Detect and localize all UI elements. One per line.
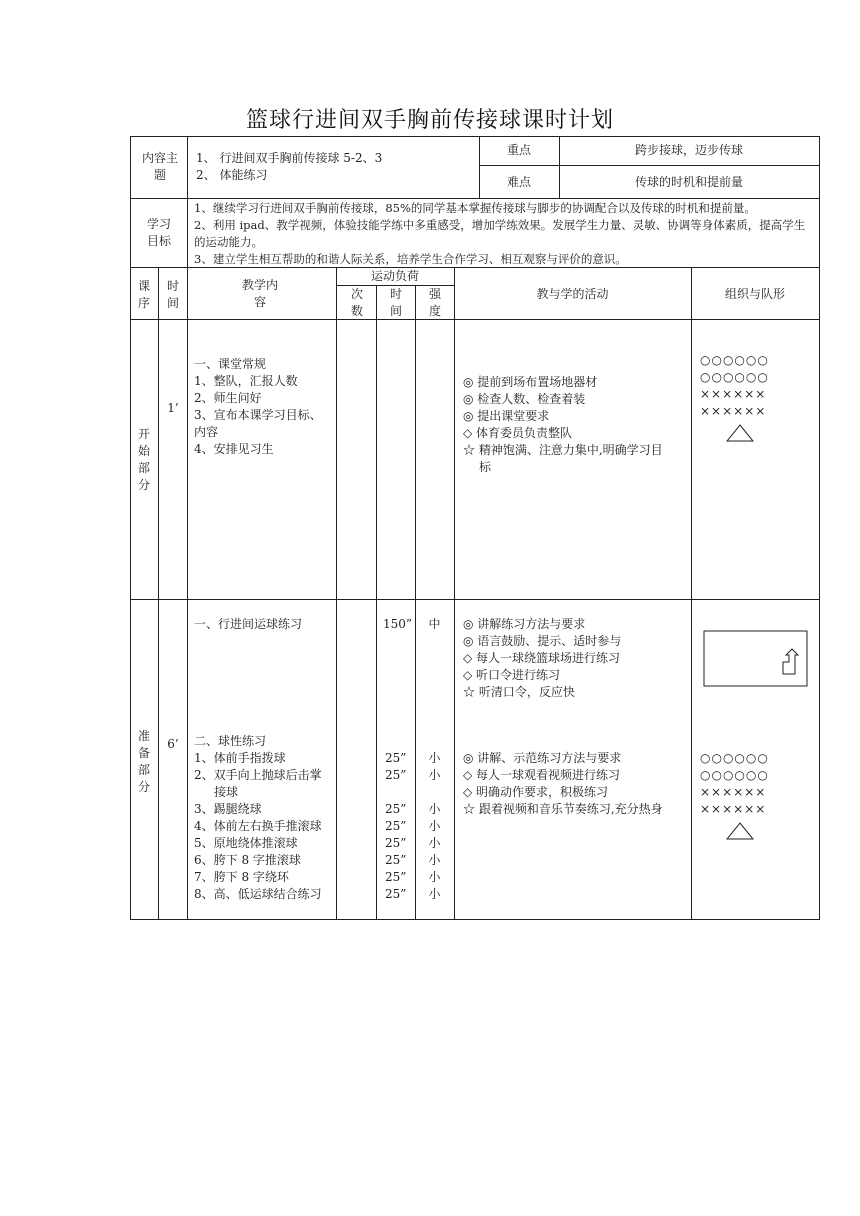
- header-activities: 教与学的活动: [536, 287, 609, 301]
- duration-cell: 25”: [385, 751, 407, 765]
- route-arrow-icon: [783, 649, 798, 674]
- formation-row: ○○○○○○: [700, 768, 769, 782]
- section-name: 开始部分: [137, 427, 150, 492]
- duration-cell: 25”: [385, 819, 407, 833]
- intensity-cell: 小: [428, 768, 441, 782]
- activity-line: 标: [479, 460, 492, 474]
- key-point-label: 重点: [506, 143, 531, 157]
- header-duration: 时间: [389, 287, 402, 318]
- activity-line: ◇ 听口令进行练习: [463, 668, 561, 682]
- lesson-plan-table: [130, 136, 820, 920]
- activity-line: ☆ 听清口令，反应快: [463, 685, 575, 699]
- teacher-triangle-icon: [726, 424, 754, 442]
- content-line: 内容: [194, 425, 219, 439]
- content-item: 1、 行进间双手胸前传接球 5-2、3: [196, 151, 383, 165]
- duration-cell: 25”: [385, 836, 407, 850]
- formation-row: ××××××: [700, 404, 767, 418]
- content-line: 1、体前手指拨球: [194, 751, 286, 765]
- activity-line: ☆ 精神饱满、注意力集中,明确学习目: [463, 443, 663, 457]
- duration-cell: 25”: [385, 870, 407, 884]
- intensity-cell: 小: [428, 853, 441, 867]
- content-line: 6、胯下 8 字推滚球: [194, 853, 301, 867]
- goals-label: 学习目标: [146, 217, 171, 248]
- activity-line: ☆ 跟着视频和音乐节奏练习,充分热身: [463, 802, 663, 816]
- header-formation: 组织与队形: [724, 287, 785, 301]
- activity-line: ◇ 明确动作要求，积极练习: [463, 785, 609, 799]
- content-line: 3、踢腿绕球: [194, 802, 262, 816]
- content-line: 2、双手向上抛球后击掌: [194, 768, 322, 782]
- duration-cell: 25”: [385, 802, 407, 816]
- header-content: 教学内容: [241, 278, 278, 309]
- content-line: 一、课堂常规: [194, 357, 267, 371]
- header-times: 次数: [350, 287, 363, 318]
- formation-row: ××××××: [700, 785, 767, 799]
- intensity-cell: 小: [428, 819, 441, 833]
- intensity-cell: 中: [428, 617, 441, 631]
- activity-line: ◇ 体育委员负责整队: [463, 426, 573, 440]
- content-line: 3、宣布本课学习目标、: [194, 408, 322, 422]
- activity-line: ◎ 语言鼓励、提示、适时参与: [463, 634, 622, 648]
- activity-line: ◇ 每人一球观看视频进行练习: [463, 768, 621, 782]
- content-line: 5、原地绕体推滚球: [194, 836, 298, 850]
- header-load: 运动负荷: [370, 269, 419, 283]
- teacher-triangle-icon: [726, 822, 754, 840]
- content-line: 4、安排见习生: [194, 442, 274, 456]
- intensity-cell: 小: [428, 802, 441, 816]
- activity-line: ◎ 讲解练习方法与要求: [463, 617, 586, 631]
- content-line: 4、体前左右换手推滚球: [194, 819, 322, 833]
- goal-item: 2、利用 ipad、教学视频，体验技能学练中多重感受，增加学练效果。发展学生力量、灵敏、协调等身体素质，提高学生的运动能力。: [194, 218, 806, 249]
- content-item: 2、 体能练习: [196, 168, 268, 182]
- content-line: 接球: [214, 785, 239, 799]
- content-line: 8、高、低运球结合练习: [194, 887, 322, 901]
- intensity-cell: 小: [428, 870, 441, 884]
- section-time: 1’: [167, 401, 179, 415]
- content-label: 内容主题: [141, 151, 178, 182]
- key-point-text: 跨步接球，迈步传球: [634, 143, 743, 157]
- activity-line: ◎ 提前到场布置场地器材: [463, 375, 598, 389]
- goal-item: 3、建立学生相互帮助的和谐人际关系，培养学生合作学习、相互观察与评价的意识。: [194, 252, 627, 266]
- formation-row: ××××××: [700, 802, 767, 816]
- header-order: 课序: [137, 279, 150, 310]
- activity-line: ◎ 讲解、示范练习方法与要求: [463, 751, 622, 765]
- goal-item: 1、继续学习行进间双手胸前传接球，85%的同学基本掌握传接球与脚步的协调配合以及传球的时机和提前量。: [194, 201, 756, 215]
- intensity-cell: 小: [428, 887, 441, 901]
- section-time: 6’: [167, 737, 179, 751]
- activity-line: ◇ 每人一球绕篮球场进行练习: [463, 651, 621, 665]
- duration-cell: 25”: [385, 768, 407, 782]
- activity-line: ◎ 提出课堂要求: [463, 409, 550, 423]
- duration-cell: 25”: [385, 853, 407, 867]
- duration-cell: 25”: [385, 887, 407, 901]
- intensity-cell: 小: [428, 836, 441, 850]
- content-line: 1、整队，汇报人数: [194, 374, 298, 388]
- formation-row: ○○○○○○: [700, 751, 769, 765]
- activity-line: ◎ 检查人数、检查着装: [463, 392, 586, 406]
- section-name: 准备部分: [137, 729, 150, 794]
- formation-row: ○○○○○○: [700, 353, 769, 367]
- court-diagram: [703, 630, 809, 688]
- difficulty-label: 难点: [506, 175, 531, 189]
- duration-cell: 150”: [383, 617, 413, 631]
- header-intensity: 强度: [428, 287, 441, 318]
- content-line: 一、行进间运球练习: [194, 617, 303, 631]
- difficulty-text: 传球的时机和提前量: [634, 175, 743, 189]
- formation-row: ○○○○○○: [700, 370, 769, 384]
- intensity-cell: 小: [428, 751, 441, 765]
- content-line: 2、师生问好: [194, 391, 262, 405]
- content-line: 二、球性练习: [194, 734, 267, 748]
- formation-row: ××××××: [700, 387, 767, 401]
- page-title: 篮球行进间双手胸前传接球课时计划: [245, 108, 614, 133]
- content-line: 7、胯下 8 字绕环: [194, 870, 289, 884]
- header-time: 时间: [166, 279, 179, 310]
